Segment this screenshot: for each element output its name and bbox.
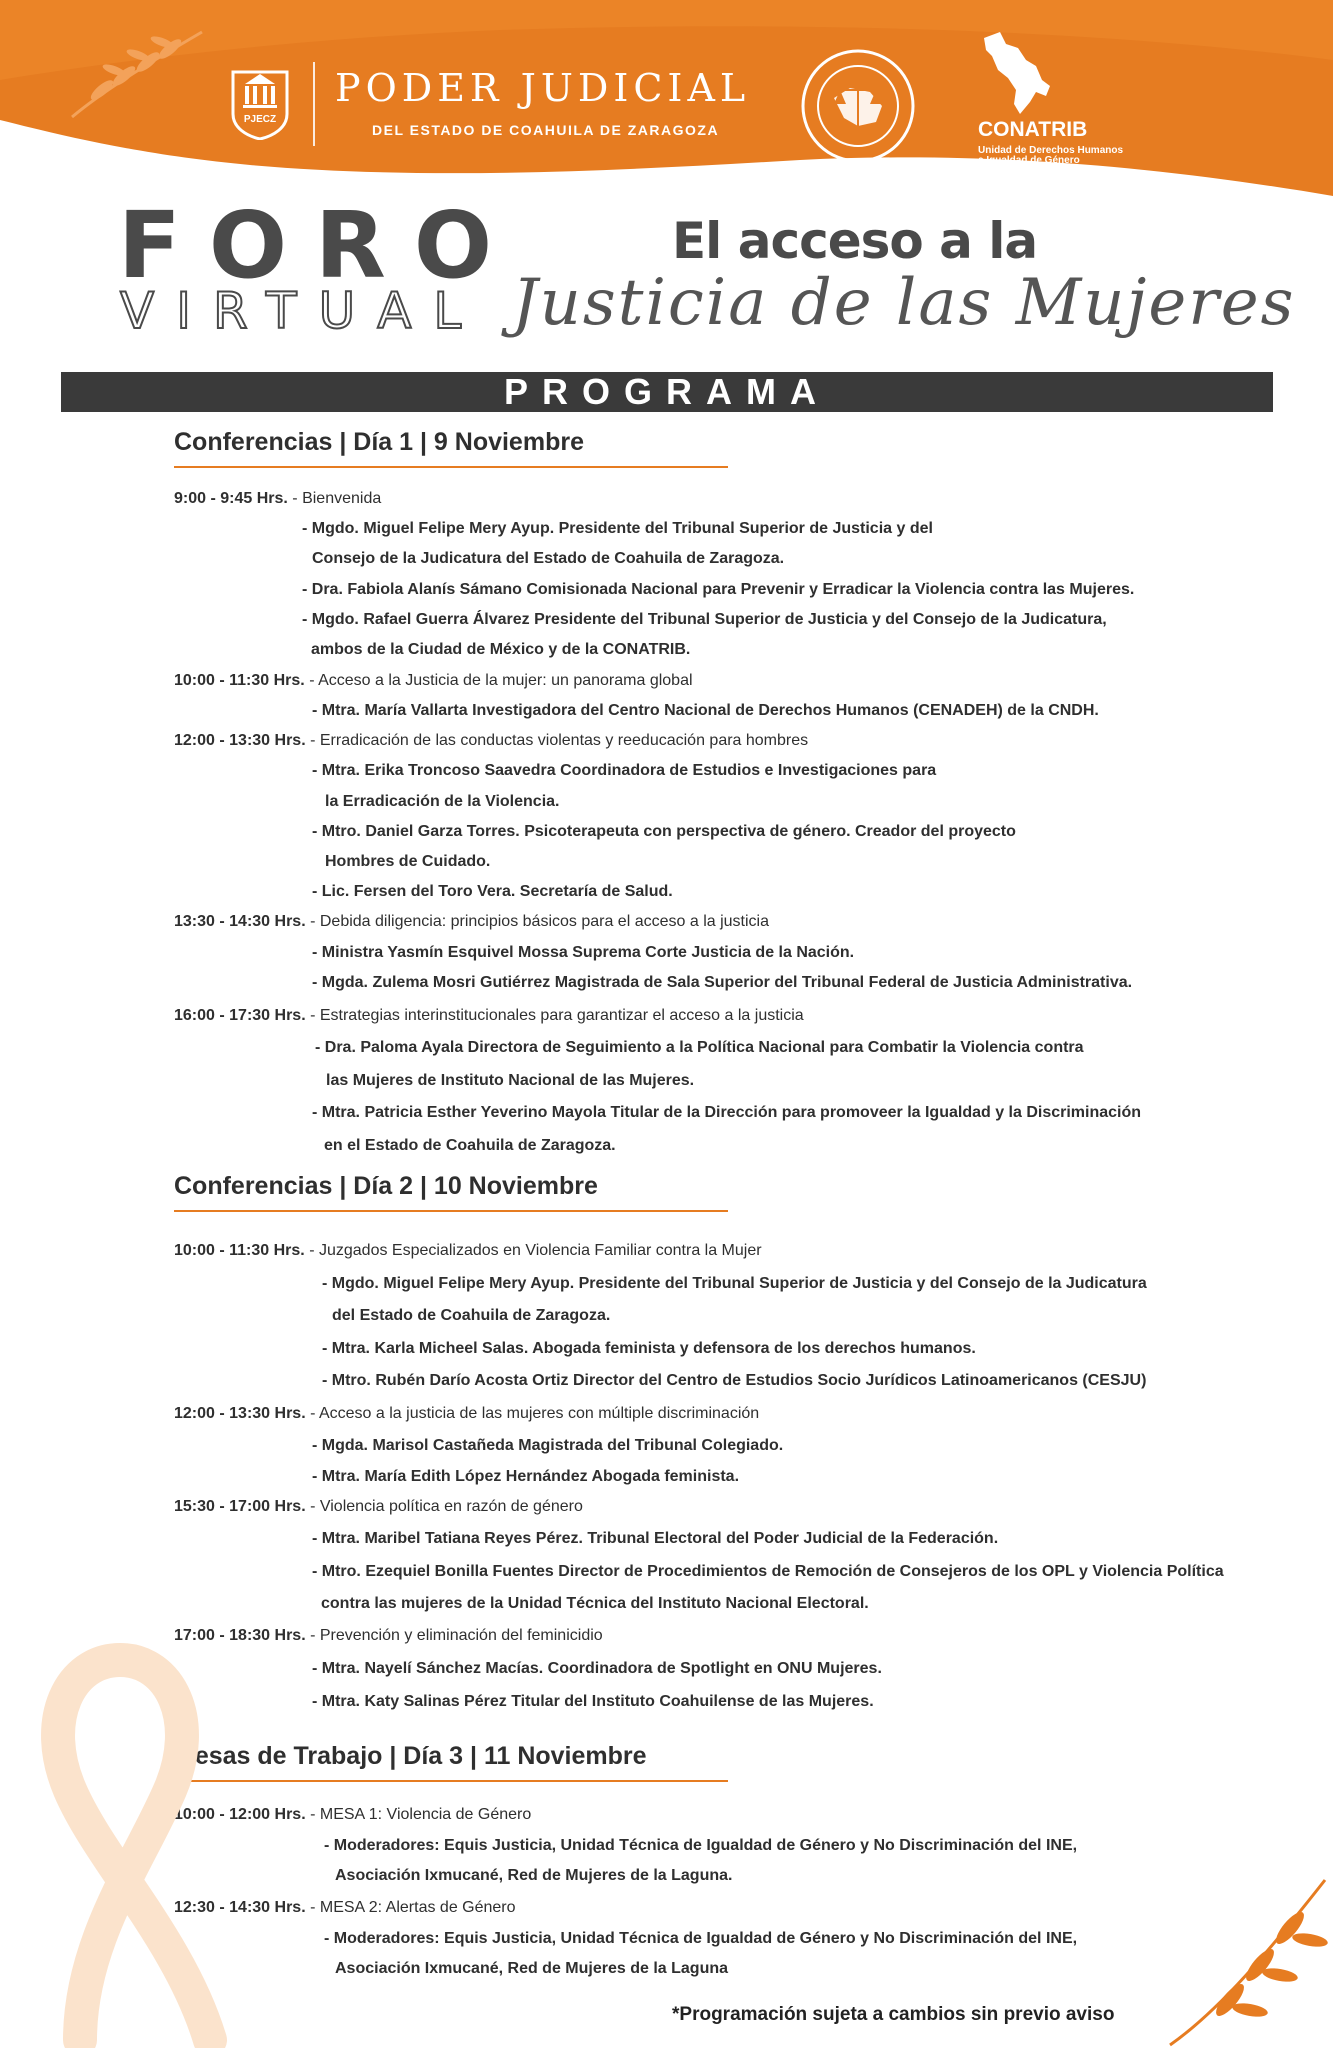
speaker-line: - Mtra. Katy Salinas Pérez Titular del Instituto Coahuilense de las Mujeres. — [312, 1693, 874, 1710]
speaker-line: las Mujeres de Instituto Nacional de las Mujeres. — [326, 1072, 695, 1089]
event-title-line2: Justicia de las Mujeres — [512, 266, 1296, 340]
speaker-line: en el Estado de Coahuila de Zaragoza. — [324, 1137, 616, 1154]
speaker-line: - Dra. Fabiola Alanís Sámano Comisionada Nacional para Prevenir y Erradicar la Violencia contra las Mujeres. — [302, 581, 1135, 598]
speaker-line: ambos de la Ciudad de México y de la CONATRIB. — [311, 641, 691, 658]
speaker-line: - Mtra. Patricia Esther Yeverino Mayola Titular de la Dirección para promoveer la Igualdad y la Discriminación — [312, 1104, 1142, 1121]
speaker-line: - Moderadores: Equis Justicia, Unidad Técnica de Igualdad de Género y No Discriminación del INE, — [324, 1837, 1078, 1854]
speaker-line: - Mtro. Daniel Garza Torres. Psicoterapeuta con perspectiva de género. Creador del proyecto — [312, 823, 1016, 840]
section-divider — [174, 1780, 728, 1782]
schedule-topic: - Acceso a la Justicia de la mujer: un panorama global — [304, 672, 693, 689]
speaker-line: - Mgdo. Miguel Felipe Mery Ayup. Presidente del Tribunal Superior de Justicia y del Consejo de la Judicatura — [322, 1275, 1147, 1292]
schedule-time-line — [174, 1241, 762, 1261]
schedule-time: 10:00 - 11:30 Hrs. — [174, 1242, 305, 1259]
schedule-time: 13:30 - 14:30 Hrs. — [174, 913, 306, 930]
speaker-line: Asociación Ixmucané, Red de Mujeres de la Laguna. — [335, 1867, 733, 1884]
schedule-disclaimer: *Programación sujeta a cambios sin previo aviso — [672, 2004, 1115, 2025]
speaker-line: - Mtra. María Vallarta Investigadora del Centro Nacional de Derechos Humanos (CENADEH) de la CNDH. — [312, 702, 1099, 719]
speaker-line: - Mgda. Zulema Mosri Gutiérrez Magistrada de Sala Superior del Tribunal Federal de Justicia Administrativa. — [312, 974, 1133, 991]
schedule-topic: - Violencia política en razón de género — [305, 1498, 583, 1515]
virtual-title: VIRTUAL — [120, 282, 484, 340]
speaker-line: - Dra. Paloma Ayala Directora de Seguimiento a la Política Nacional para Combatir la Violencia contra — [315, 1039, 1084, 1056]
pjecz-logo — [225, 62, 295, 140]
schedule-time-line — [174, 1006, 804, 1026]
speaker-line: del Estado de Coahuila de Zaragoza. — [332, 1307, 611, 1324]
schedule-time: 15:30 - 17:00 Hrs. — [174, 1498, 306, 1515]
conatrib-subtitle-line1: Unidad de Derechos Humanos — [978, 145, 1124, 156]
schedule-topic: - Acceso a la justicia de las mujeres con múltiple discriminación — [305, 1405, 760, 1422]
header-divider — [313, 62, 315, 146]
schedule-time: 10:00 - 11:30 Hrs. — [174, 672, 305, 689]
speaker-line: - Mtra. María Edith López Hernández Abogada feminista. — [312, 1468, 740, 1485]
schedule-time-line — [174, 912, 769, 932]
poder-judicial-title: PODER JUDICIAL — [335, 66, 751, 110]
schedule-topic: - MESA 1: Violencia de Género — [305, 1806, 532, 1823]
section-title-day1: Conferencias | Día 1 | 9 Noviembre — [174, 428, 584, 456]
schedule-time: 10:00 - 12:00 Hrs. — [174, 1806, 306, 1823]
schedule-time-line — [174, 731, 808, 751]
schedule-topic: - Juzgados Especializados en Violencia Familiar contra la Mujer — [304, 1242, 762, 1259]
speaker-line: - Mtra. Maribel Tatiana Reyes Pérez. Tribunal Electoral del Poder Judicial de la Federación. — [312, 1530, 999, 1547]
mexico-map-icon — [980, 30, 1052, 116]
speaker-line: Hombres de Cuidado. — [325, 853, 491, 870]
speaker-line: - Mtra. Karla Micheel Salas. Abogada feminista y defensora de los derechos humanos. — [322, 1340, 976, 1357]
conatrib-subtitle — [978, 146, 1123, 166]
speaker-line: - Moderadores: Equis Justicia, Unidad Técnica de Igualdad de Género y No Discriminación del INE, — [324, 1930, 1078, 1947]
schedule-time: 17:00 - 18:30 Hrs. — [174, 1627, 306, 1644]
schedule-topic: - Erradicación de las conductas violentas y reeducación para hombres — [305, 732, 809, 749]
speaker-line: contra las mujeres de la Unidad Técnica del Instituto Nacional Electoral. — [321, 1595, 869, 1612]
schedule-time: 12:30 - 14:30 Hrs. — [174, 1899, 306, 1916]
schedule-topic: - MESA 2: Alertas de Género — [305, 1899, 516, 1916]
schedule-time: 16:00 - 17:30 Hrs. — [174, 1007, 306, 1024]
event-title-line1: El acceso a la — [672, 212, 1038, 270]
poder-judicial-subtitle: DEL ESTADO DE COAHUILA DE ZARAGOZA — [372, 122, 720, 138]
pjecz-logo-text: PJECZ — [243, 114, 277, 125]
speaker-line: - Ministra Yasmín Esquivel Mossa Suprema Corte Justicia de la Nación. — [312, 944, 855, 961]
speaker-line: - Mtro. Rubén Darío Acosta Ortiz Director del Centro de Estudios Socio Jurídicos Latinoamericanos (CESJU) — [322, 1372, 1147, 1389]
schedule-time-line — [174, 671, 693, 691]
speaker-line: Consejo de la Judicatura del Estado de Coahuila de Zaragoza. — [312, 550, 785, 567]
schedule-time-line — [174, 489, 381, 509]
speaker-line: - Lic. Fersen del Toro Vera. Secretaría de Salud. — [312, 883, 673, 900]
section-title-day3: Mesas de Trabajo | Día 3 | 11 Noviembre — [174, 1742, 647, 1770]
foro-title: FORO — [118, 192, 521, 299]
programa-banner — [61, 372, 1273, 412]
conatrib-name: CONATRIB — [978, 118, 1088, 141]
schedule-time-line — [174, 1404, 759, 1424]
schedule-topic: - Prevención y eliminación del feminicidio — [305, 1627, 603, 1644]
schedule-topic: - Bienvenida — [287, 490, 382, 507]
speaker-line: la Erradicación de la Violencia. — [325, 793, 560, 810]
schedule-topic: - Estrategias interinstitucionales para garantizar el acceso a la justicia — [305, 1007, 804, 1024]
speaker-line: - Mgdo. Miguel Felipe Mery Ayup. Presidente del Tribunal Superior de Justicia y del — [302, 520, 933, 537]
conatrib-subtitle-line2: e Igualdad de Género — [978, 155, 1080, 166]
programa-label: PROGRAMA — [504, 371, 830, 412]
speaker-line: - Mtra. Erika Troncoso Saavedra Coordinadora de Estudios e Investigaciones para — [312, 762, 937, 779]
section-divider — [174, 466, 728, 468]
schedule-time: 12:00 - 13:30 Hrs. — [174, 732, 306, 749]
schedule-time-line — [174, 1497, 583, 1517]
section-title-day2: Conferencias | Día 2 | 10 Noviembre — [174, 1172, 598, 1200]
leaf-sprig-decoration — [62, 22, 212, 122]
leaf-sprig-decoration — [1160, 1860, 1333, 2048]
schedule-topic: - Debida diligencia: principios básicos para el acceso a la justicia — [305, 913, 769, 930]
speaker-line: - Mtro. Ezequiel Bonilla Fuentes Director de Procedimientos de Remoción de Consejeros de los OPL y Violencia Política — [312, 1563, 1224, 1580]
speaker-line: Asociación Ixmucané, Red de Mujeres de la Laguna — [335, 1960, 729, 1977]
speaker-line: - Mgda. Marisol Castañeda Magistrada del Tribunal Colegiado. — [312, 1437, 784, 1454]
speaker-line: - Mgdo. Rafael Guerra Álvarez Presidente del Tribunal Superior de Justicia y del Consejo de la Judicatura, — [302, 611, 1107, 628]
section-divider — [174, 1210, 728, 1212]
schedule-time: 12:00 - 13:30 Hrs. — [174, 1405, 306, 1422]
awareness-ribbon-decoration — [20, 1640, 240, 2048]
schedule-time: 9:00 - 9:45 Hrs. — [174, 490, 288, 507]
speaker-line: - Mtra. Nayelí Sánchez Macías. Coordinadora de Spotlight en ONU Mujeres. — [312, 1660, 882, 1677]
tribunal-seal-logo — [800, 48, 916, 164]
